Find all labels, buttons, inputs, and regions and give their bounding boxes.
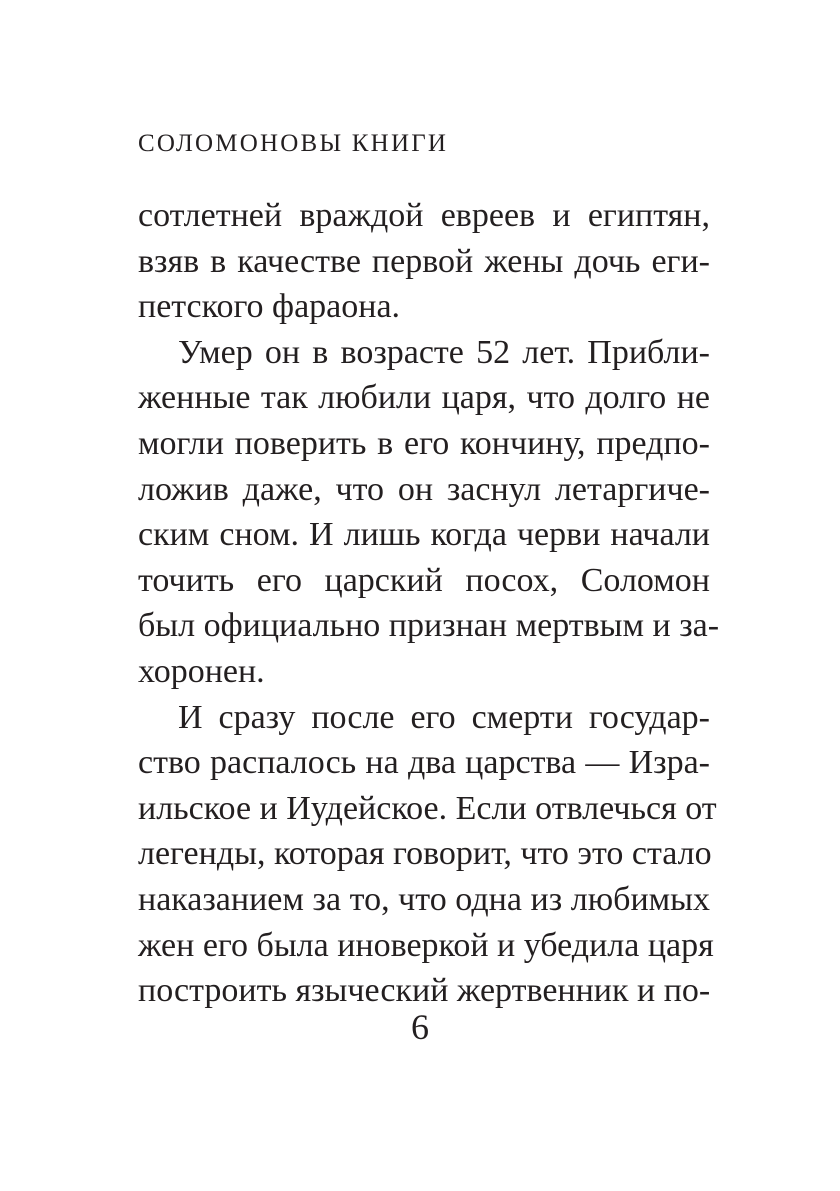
text-line: легенды, которая говорит, что это стало — [138, 835, 712, 873]
text-line: точить его царский посох, Соломон — [138, 561, 710, 599]
text-line: женные так любили царя, что долго не — [138, 379, 710, 417]
text-line: ильское и Иудейское. Если отвлечься от — [138, 789, 717, 827]
text-line: жен его была иноверкой и убедила царя — [138, 926, 714, 964]
text-line: ским сном. И лишь когда черви начали — [138, 516, 710, 554]
text-line: сотлетней враждой евреев и египтян, — [138, 197, 710, 234]
paragraph-start-line: Умер он в возрасте 52 лет. Прибли- — [178, 333, 710, 371]
text-line: ложив даже, что он заснул летаргиче- — [138, 470, 710, 508]
running-head-title: СОЛОМОНОВЫ КНИГИ — [138, 130, 449, 157]
page-number: 6 — [411, 1007, 429, 1047]
paragraph-start-line: И сразу после его смерти государ- — [178, 698, 710, 736]
text-line: могли поверить в его кончину, предпо- — [138, 424, 710, 462]
body-text — [138, 193, 720, 1014]
text-line: наказанием за то, что одна из любимых — [138, 880, 710, 918]
text-line: хоронен. — [138, 652, 265, 690]
text-line: был официально признан мертвым и за- — [138, 607, 720, 645]
text-line: ство распалось на два царства — Изра- — [138, 744, 710, 782]
text-line: петского фараона. — [138, 288, 401, 326]
text-line: взяв в качестве первой жены дочь еги- — [138, 242, 710, 280]
text-line: построить языческий жертвенник и по- — [138, 972, 711, 1010]
